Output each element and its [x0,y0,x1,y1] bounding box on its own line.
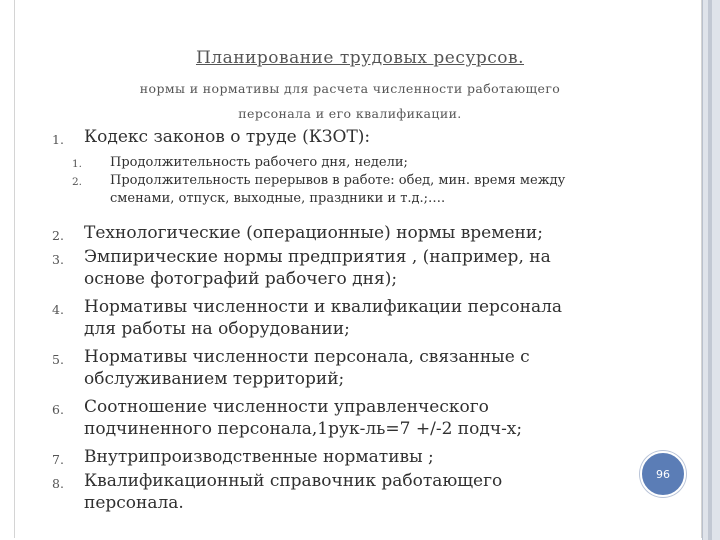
list-item-text: Внутрипроизводственные нормативы ; [84,447,434,467]
list-item-text: Кодекс законов о труде (КЗОТ): [84,127,371,147]
sub-list-item [52,154,612,172]
list-number: 2. [52,228,64,243]
subtitle-line-2: персонала и его квалификации. [238,106,462,121]
page-number-badge: 96 [640,451,686,497]
list-item-text-line-1: Квалификационный справочник работающего [84,471,503,491]
list-item [52,222,612,244]
sub-list-number: 2. [72,176,83,188]
list-item [52,446,612,468]
list-item-text: Технологические (операционные) нормы времени; [84,223,543,243]
slide-title: Планирование трудовых ресурсов. [195,48,525,68]
list-item [52,396,612,440]
list-item-text-line-1: Эмпирические нормы предприятия , (например, на [84,247,551,267]
list-item [52,246,612,290]
sub-list-item-text-line-1: Продолжительность перерывов в работе: обед, мин. время между [110,173,566,188]
sub-list-item [52,172,612,208]
list-number: 1. [52,132,64,147]
list-item-text-line-1: Нормативы численности и квалификации персонала [84,297,563,317]
right-decor-stripe [702,0,720,540]
slide-subtitle [50,76,650,126]
sub-list-item-text-line-2: сменами, отпуск, выходные, праздники и т.д.;…. [110,191,446,206]
list-item [52,346,612,390]
list-number: 7. [52,452,64,467]
list-item-text-line-2: персонала. [84,493,184,513]
subtitle-line-1: нормы и нормативы для расчета численности работающего [139,81,561,96]
norms-list [52,126,612,514]
list-item-text-line-1: Соотношение численности управленческого [84,397,489,417]
list-item-text-line-2: основе фотографий рабочего дня); [84,269,398,289]
list-item-text-line-1: Нормативы численности персонала, связанные с [84,347,530,367]
sub-list-number: 1. [72,158,83,170]
sub-list-item-text: Продолжительность рабочего дня, недели; [110,155,408,170]
list-number: 6. [52,402,64,417]
list-item [52,296,612,340]
right-decor-inner-stripe [708,0,712,540]
list-number: 5. [52,352,64,367]
list-number: 3. [52,252,64,267]
list-item-text-line-2: подчиненного персонала,1рук-ль=7 +/-2 подч-х; [84,419,523,439]
list-item [52,126,612,148]
list-item-text-line-2: для работы на оборудовании; [84,319,350,339]
list-item [52,470,612,514]
list-item-text-line-2: обслуживанием территорий; [84,369,345,389]
list-number: 8. [52,476,64,491]
list-number: 4. [52,302,64,317]
